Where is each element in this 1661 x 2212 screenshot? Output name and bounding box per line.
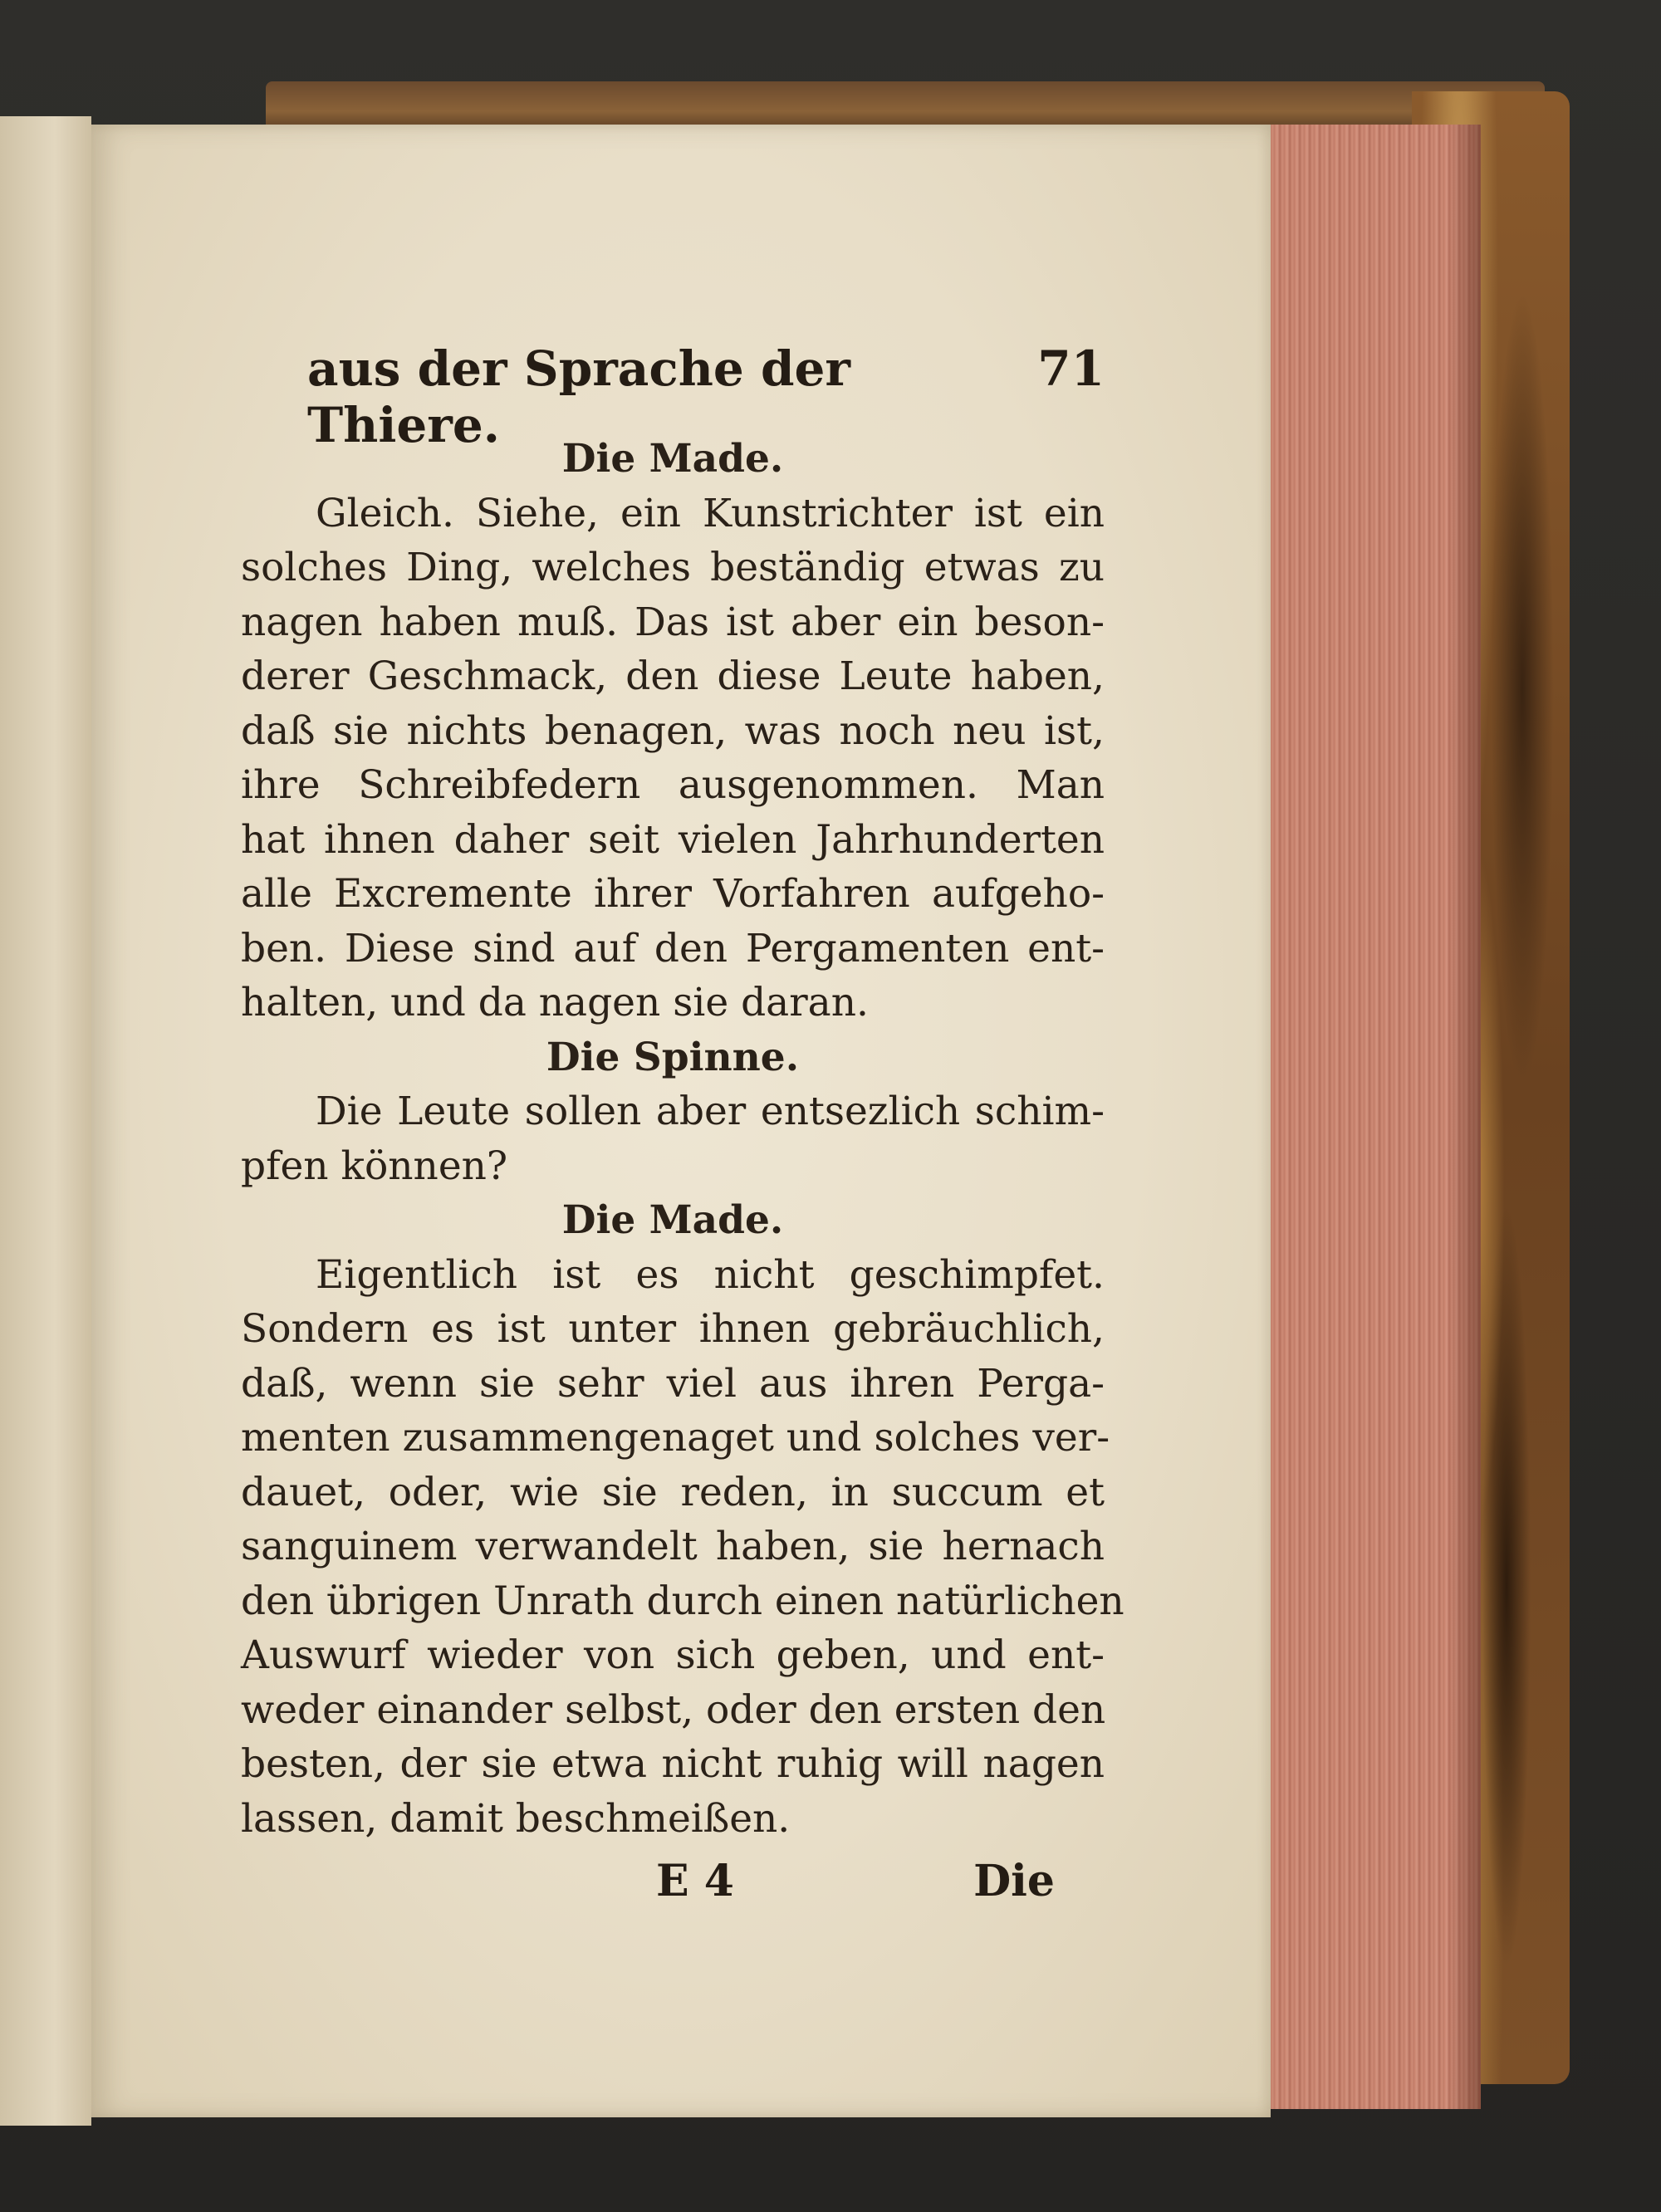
text-line: alle Excremente ihrer Vorfahren aufgeho- bbox=[241, 871, 1105, 917]
text-line: Sondern es ist unter ihnen gebräuchlich, bbox=[241, 1306, 1105, 1352]
page-footer bbox=[656, 1856, 1055, 1906]
running-head-title: aus der Sprache der Thiere. bbox=[307, 340, 850, 453]
catchword: Die bbox=[973, 1856, 1055, 1906]
signature-mark: E 4 bbox=[656, 1856, 734, 1906]
text-line: den übrigen Unrath durch einen natürlichen bbox=[241, 1578, 1124, 1624]
text-line: lassen, damit beschmeißen. bbox=[241, 1795, 791, 1842]
text-line: nagen haben muß. Das ist aber ein beson- bbox=[241, 599, 1105, 645]
text-line: sanguinem verwandelt haben, sie hernach bbox=[241, 1524, 1105, 1569]
page-number: 71 bbox=[1037, 340, 1105, 397]
text-line: Gleich. Siehe, ein Kunstrichter ist ein bbox=[316, 490, 1105, 536]
text-line: pfen können? bbox=[241, 1143, 508, 1189]
text-line: ihre Schreibfedern ausgenommen. Man bbox=[241, 762, 1105, 808]
text-line: weder einander selbst, oder den ersten den bbox=[241, 1686, 1106, 1733]
facing-page-edge bbox=[0, 116, 91, 2126]
text-line: besten, der sie etwa nicht ruhig will nagen bbox=[241, 1741, 1105, 1787]
text-line: menten zusammengenaget und solches ver- bbox=[241, 1415, 1110, 1461]
speaker-name: Die Made. bbox=[561, 436, 784, 482]
text-line: Auswurf wieder von sich geben, und ent- bbox=[241, 1632, 1105, 1678]
page-block-edges bbox=[1262, 125, 1481, 2109]
speaker-name: Die Made. bbox=[561, 1197, 784, 1243]
text-line: daß sie nichts benagen, was noch neu ist, bbox=[241, 707, 1105, 754]
text-line: Eigentlich ist es nicht geschimpfet. bbox=[316, 1251, 1105, 1298]
text-line: halten, und da nagen sie daran. bbox=[241, 980, 869, 1025]
text-line: solches Ding, welches beständig etwas zu bbox=[241, 545, 1105, 590]
text-line: derer Geschmack, den diese Leute haben, bbox=[241, 653, 1105, 699]
text-line: ben. Diese sind auf den Pergamenten ent- bbox=[241, 925, 1105, 971]
text-line: Die Leute sollen aber entsezlich schim- bbox=[316, 1089, 1105, 1134]
page-body-text bbox=[241, 432, 1124, 1846]
text-line: dauet, oder, wie sie reden, in succum et bbox=[241, 1469, 1105, 1515]
speaker-name: Die Spinne. bbox=[546, 1034, 800, 1080]
book-cover-top-edge bbox=[266, 81, 1545, 131]
text-line: daß, wenn sie sehr viel aus ihren Perga- bbox=[241, 1360, 1105, 1407]
text-line: hat ihnen daher seit vielen Jahrhunderten bbox=[241, 816, 1105, 863]
